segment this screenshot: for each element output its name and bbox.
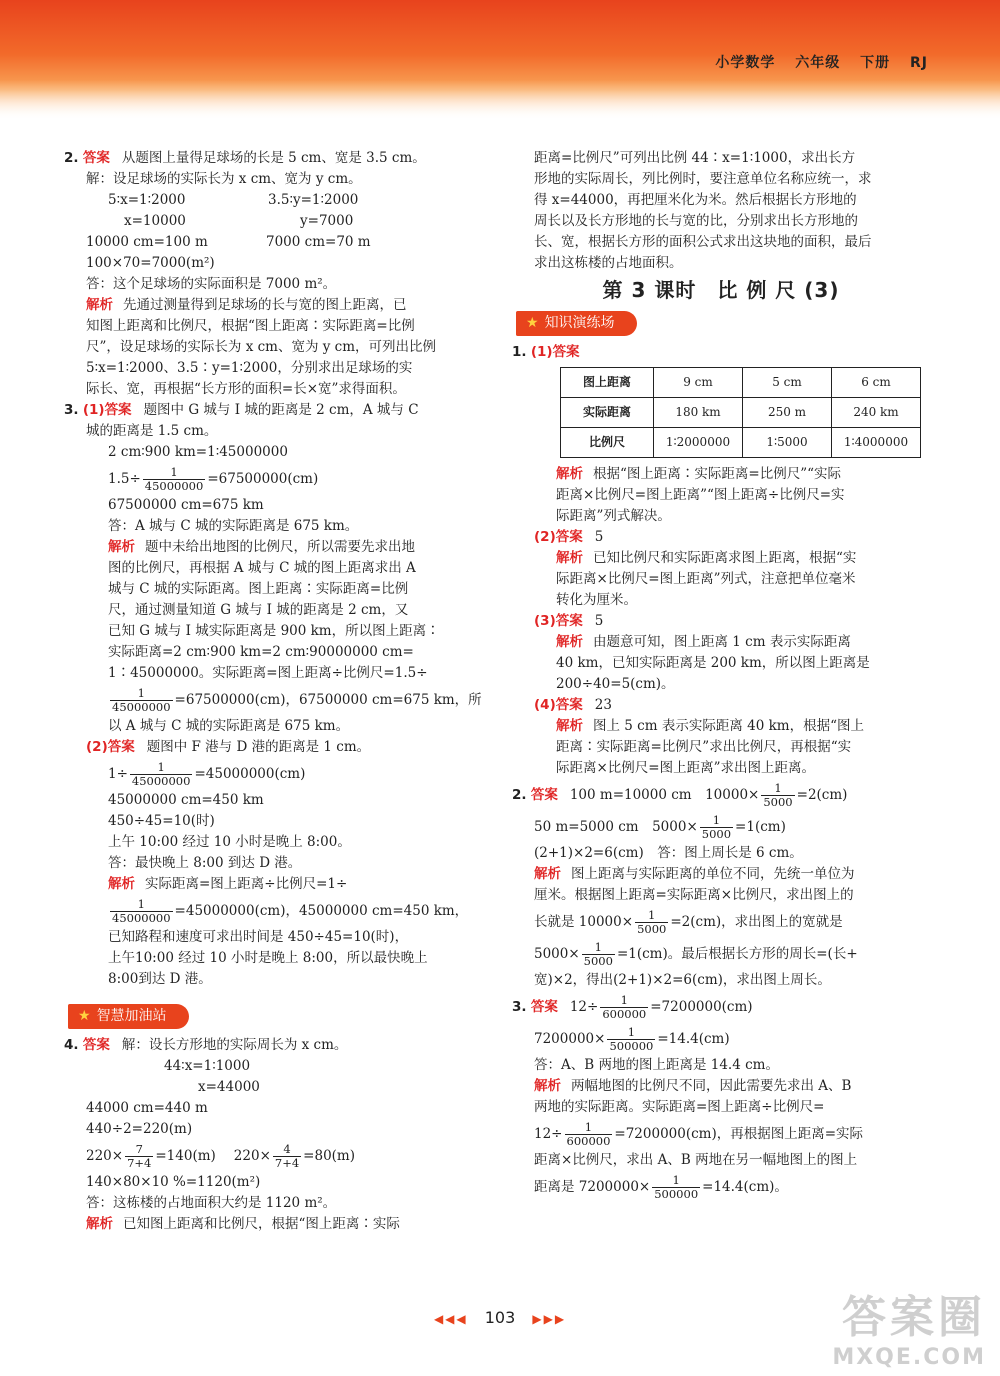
q3r-frac-line: 7200000× $\frac{1}{500000}$ =14.4(cm) bbox=[534, 1025, 730, 1053]
table-row bbox=[561, 398, 921, 428]
q4-answer: 4. 答案 解：设长方形地的实际周长为 x cm。 bbox=[64, 1037, 348, 1053]
q3-analysis-line: 城与 C 城的实际距离。图上距离∶实际距离=比例 bbox=[108, 581, 409, 597]
q3-line: 城的距离是 1.5 cm。 bbox=[86, 423, 218, 439]
book-header bbox=[701, 52, 928, 72]
q3r-answer: 3. 答案 12÷ $\frac{1}{600000}$ =7200000(cm) bbox=[512, 993, 753, 1021]
section-title-practice: ★ 知识演练场 bbox=[516, 311, 637, 336]
q3r-line: 答：A、B 两地的图上距离是 14.4 cm。 bbox=[534, 1057, 779, 1073]
q4-analysis-line: 周长以及长方形地的长与宽的比，分别求出长方形地的 bbox=[534, 213, 858, 229]
fraction: $\frac{7}{7+4}$ bbox=[127, 1142, 152, 1170]
table-cell: 250 m bbox=[743, 398, 832, 428]
q4-line: 140×80×10 %=1120(m²) bbox=[86, 1174, 261, 1190]
q3b-line: 450÷45=10(时) bbox=[108, 813, 215, 829]
grade: 六年级 bbox=[795, 55, 841, 71]
fraction: $\frac{1}{45000000}$ bbox=[112, 897, 171, 925]
q3b-analysis-line: 上午10:00 经过 10 小时是晚上 8:00，所以最快晚上 bbox=[108, 950, 428, 966]
lesson-title: 第 3 课时 比 例 尺 (3) bbox=[602, 278, 840, 302]
q2r-analysis-frac: 长就是 10000× $\frac{1}{5000}$ =2(cm)，求出图上的宽就是 bbox=[534, 908, 843, 936]
scale-table bbox=[560, 367, 921, 458]
q2-analysis-line: 5∶x=1∶2000、3.5∶y=1∶2000，分别求出足球场的实 bbox=[86, 360, 413, 376]
q3r-analysis-line: 两地的实际距离。实际距离=图上距离÷比例尺= bbox=[534, 1099, 825, 1115]
term: 下册 bbox=[860, 55, 891, 71]
q4-analysis-line: 长、宽，根据长方形的面积公式求出这块地的面积，最后 bbox=[534, 234, 872, 250]
table-cell: 240 km bbox=[832, 398, 921, 428]
q3-analysis-line: 尺，通过测量知道 G 城与 I 城的距离是 2 cm，又 bbox=[108, 602, 409, 618]
q2-eq: x=10000 y=7000 bbox=[124, 213, 354, 229]
q2-analysis-line: 际长、宽，再根据“长方形的面积=长×宽”求得面积。 bbox=[86, 381, 406, 397]
table-row bbox=[561, 368, 921, 398]
q2-line: 100×70=7000(m²) bbox=[86, 255, 215, 271]
q3b-line: 上午 10:00 经过 10 小时是晚上 8:00。 bbox=[108, 834, 351, 850]
q2r-analysis-frac: 5000× $\frac{1}{5000}$ =1(cm)。最后根据长方形的周长=(长+ bbox=[534, 940, 858, 968]
q2-answer: 2. 答案 从题图上量得足球场的长是 5 cm、宽是 3.5 cm。 bbox=[64, 150, 426, 166]
q1-analysis-line: 际距离×比例尺=图上距离”列式，注意把单位毫米 bbox=[556, 571, 856, 587]
left-column bbox=[64, 148, 484, 1235]
q1-sub2: (2)答案 5 bbox=[534, 529, 604, 545]
q1-sub4: (4)答案 23 bbox=[534, 697, 612, 713]
q3-analysis-line: 以 A 城与 C 城的实际距离是 675 km。 bbox=[108, 718, 350, 734]
q4-analysis: 解析 已知图上距离和比例尺，根据“图上距离∶实际 bbox=[86, 1216, 400, 1232]
fraction: $\frac{1}{45000000}$ bbox=[112, 686, 171, 714]
table-row bbox=[561, 428, 921, 458]
row-header: 图上距离 bbox=[561, 368, 654, 398]
q4-analysis-line: 形地的实际周长，列比例时，要注意单位名称应统一，求 bbox=[534, 171, 872, 187]
q3-analysis-line: 1∶45000000。实际距离=图上距离÷比例尺=1.5÷ bbox=[108, 665, 428, 681]
q4-analysis-line: 求出这栋楼的占地面积。 bbox=[534, 255, 683, 271]
q4-line: 440÷2=220(m) bbox=[86, 1121, 193, 1137]
q1-analysis-line: 40 km，已知实际距离是 200 km，所以图上距离是 bbox=[556, 655, 870, 671]
row-header: 实际距离 bbox=[561, 398, 654, 428]
left-arrows-icon: ◀◀◀ bbox=[433, 1312, 468, 1326]
q3-analysis: 解析 题中未给出地图的比例尺，所以需要先求出地 bbox=[108, 539, 415, 555]
table-cell: 1∶4000000 bbox=[832, 428, 921, 458]
q3r-analysis-line: 距离×比例尺，求出 A、B 两地在另一幅地图上的图上 bbox=[534, 1152, 858, 1168]
q1-analysis: 解析 图上 5 cm 表示实际距离 40 km，根据“图上 bbox=[556, 718, 864, 734]
q3b-analysis-line: 已知路程和速度可求出时间是 450÷45=10(时)， bbox=[108, 929, 409, 945]
q1-analysis-line: 距离×比例尺=图上距离”“图上距离÷比例尺=实 bbox=[556, 487, 845, 503]
q2-line: 答：这个足球场的实际面积是 7000 m²。 bbox=[86, 276, 337, 292]
q2-eq: 10000 cm=100 m 7000 cm=70 m bbox=[86, 234, 371, 250]
q4-analysis-line: 距离=比例尺”可列出比例 44∶x=1∶1000，求出长方 bbox=[534, 150, 856, 166]
fraction: $\frac{1}{5000}$ bbox=[763, 781, 793, 809]
q2-analysis-line: 尺”，设足球场的实际长为 x cm、宽为 y cm，可列出比例 bbox=[86, 339, 437, 355]
q1-analysis-line: 际距离”列式解决。 bbox=[556, 508, 671, 524]
q3-frac-line: 1.5÷ $\frac{1}{45000000}$ =67500000(cm) bbox=[108, 465, 319, 493]
fraction: $\frac{1}{45000000}$ bbox=[144, 465, 204, 493]
q4-line: x=44000 bbox=[198, 1079, 260, 1095]
q3b-analysis-frac: $\frac{1}{45000000}$ =45000000(cm)，45000000 cm=450 km， bbox=[112, 897, 469, 925]
q2-analysis-line: 知图上距离和比例尺，根据“图上距离∶实际距离=比例 bbox=[86, 318, 415, 334]
q3b-analysis: 解析 实际距离=图上距离÷比例尺=1÷ bbox=[108, 876, 348, 892]
q2-analysis: 解析 先通过测量得到足球场的长与宽的图上距离，已 bbox=[86, 297, 407, 313]
table-cell: 6 cm bbox=[832, 368, 921, 398]
right-column bbox=[512, 148, 930, 1203]
q2-eq: 5∶x=1∶2000 3.5∶y=1∶2000 bbox=[108, 192, 359, 208]
q3r-analysis-frac: 距离是 7200000× $\frac{1}{500000}$ =14.4(cm)。 bbox=[534, 1173, 788, 1201]
q3-line: 2 cm∶900 km=1∶45000000 bbox=[108, 444, 288, 460]
q1-analysis-line: 际距离×比例尺=图上距离”求出图上距离。 bbox=[556, 760, 816, 776]
q3b-frac-line: 1÷ $\frac{1}{45000000}$ =45000000(cm) bbox=[108, 760, 306, 788]
q2r-frac-line: 50 m=5000 cm 5000× $\frac{1}{5000}$ =1(cm) bbox=[534, 813, 786, 841]
subject: 小学数学 bbox=[715, 55, 776, 71]
fraction: $\frac{1}{600000}$ bbox=[566, 1120, 611, 1148]
fraction: $\frac{1}{600000}$ bbox=[602, 993, 647, 1021]
q3-line: 答：A 城与 C 城的实际距离是 675 km。 bbox=[108, 518, 359, 534]
table-cell: 1∶2000000 bbox=[654, 428, 743, 458]
table-cell: 5 cm bbox=[743, 368, 832, 398]
q1-analysis-line: 距离∶实际距离=比例尺”求出比例尺，再根据“实 bbox=[556, 739, 852, 755]
q2r-answer: 2. 答案 100 m=10000 cm 10000× $\frac{1}{5000}$ =2(cm) bbox=[512, 781, 848, 809]
q4-analysis-line: 得 x=44000，再把厘米化为米。然后根据长方形地的 bbox=[534, 192, 857, 208]
q3b-analysis-line: 8:00到达 D 港。 bbox=[108, 971, 212, 987]
q2r-analysis-line: 厘米。根据图上距离=实际距离×比例尺，求出图上的 bbox=[534, 887, 854, 903]
q4-line: 44000 cm=440 m bbox=[86, 1100, 208, 1116]
q1-sub3: (3)答案 5 bbox=[534, 613, 604, 629]
q1-analysis-line: 转化为厘米。 bbox=[556, 592, 637, 608]
fraction: $\frac{1}{500000}$ bbox=[609, 1025, 654, 1053]
fraction: $\frac{1}{500000}$ bbox=[654, 1173, 699, 1201]
q1-analysis: 解析 根据“图上距离∶实际距离=比例尺”“实际 bbox=[556, 466, 842, 482]
fraction: $\frac{1}{45000000}$ bbox=[131, 760, 191, 788]
q1-analysis-line: 200÷40=5(cm)。 bbox=[556, 676, 675, 692]
q4-line: 44∶x=1∶1000 bbox=[164, 1058, 251, 1074]
fraction: $\frac{1}{5000}$ bbox=[701, 813, 732, 841]
table-cell: 180 km bbox=[654, 398, 743, 428]
q2-line: 解：设足球场的实际长为 x cm、宽为 y cm。 bbox=[86, 171, 362, 187]
q2r-line: (2+1)×2=6(cm) 答：图上周长是 6 cm。 bbox=[534, 845, 803, 861]
q1-analysis: 解析 由题意可知，图上距离 1 cm 表示实际距离 bbox=[556, 634, 851, 650]
fraction: $\frac{1}{5000}$ bbox=[637, 908, 667, 936]
q1-analysis: 解析 已知比例尺和实际距离求图上距离，根据“实 bbox=[556, 550, 857, 566]
watermark: 答案圈 MXQE.COM bbox=[832, 1292, 986, 1370]
q3-line: 67500000 cm=675 km bbox=[108, 497, 264, 513]
q3r-analysis-frac: 12÷ $\frac{1}{600000}$ =7200000(cm)，再根据图上距离=实际 bbox=[534, 1120, 864, 1148]
star-icon: ★ bbox=[78, 1008, 91, 1024]
page-number: 103 bbox=[484, 1308, 516, 1327]
fraction: $\frac{4}{7+4}$ bbox=[274, 1142, 300, 1170]
table-cell: 9 cm bbox=[654, 368, 743, 398]
fraction: $\frac{1}{5000}$ bbox=[583, 940, 613, 968]
q3b-answer: (2)答案 题图中 F 港与 D 港的距离是 1 cm。 bbox=[86, 739, 371, 755]
table-cell: 1∶5000 bbox=[743, 428, 832, 458]
q4-frac-line: 220× $\frac{7}{7+4}$ =140(m) 220× $\frac{4}{7+4}$ =80(m) bbox=[86, 1142, 355, 1170]
right-arrows-icon: ▶▶▶ bbox=[532, 1312, 567, 1326]
q3-analysis-line: 实际距离=2 cm∶900 km=2 cm∶90000000 cm= bbox=[108, 644, 414, 660]
q3b-line: 45000000 cm=450 km bbox=[108, 792, 264, 808]
star-icon: ★ bbox=[526, 315, 539, 331]
q3-analysis-frac: $\frac{1}{45000000}$ =67500000(cm)，67500000 cm=675 km，所 bbox=[112, 686, 482, 714]
q2r-analysis: 解析 图上距离与实际距离的单位不同，先统一单位为 bbox=[534, 866, 855, 882]
q3-answer: 3. (1)答案 题图中 G 城与 I 城的距离是 2 cm，A 城与 C bbox=[64, 402, 419, 418]
edition: RJ bbox=[910, 55, 928, 71]
q3-analysis-line: 已知 G 城与 I 城实际距离是 900 km，所以图上距离∶ bbox=[108, 623, 440, 639]
section-title-wisdom: ★ 智慧加油站 bbox=[68, 1004, 189, 1029]
q3b-line: 答：最快晚上 8:00 到达 D 港。 bbox=[108, 855, 302, 871]
row-header: 比例尺 bbox=[561, 428, 654, 458]
q3r-analysis: 解析 两幅地图的比例尺不同，因此需要先求出 A、B bbox=[534, 1078, 852, 1094]
q3-analysis-line: 图的比例尺，再根据 A 城与 C 城的图上距离求出 A bbox=[108, 560, 416, 576]
q2r-analysis-line: 宽)×2，得出(2+1)×2=6(cm)，求出图上周长。 bbox=[534, 972, 831, 988]
q1-answer: 1. (1)答案 bbox=[512, 344, 580, 360]
q4-line: 答：这栋楼的占地面积大约是 1120 m²。 bbox=[86, 1195, 337, 1211]
